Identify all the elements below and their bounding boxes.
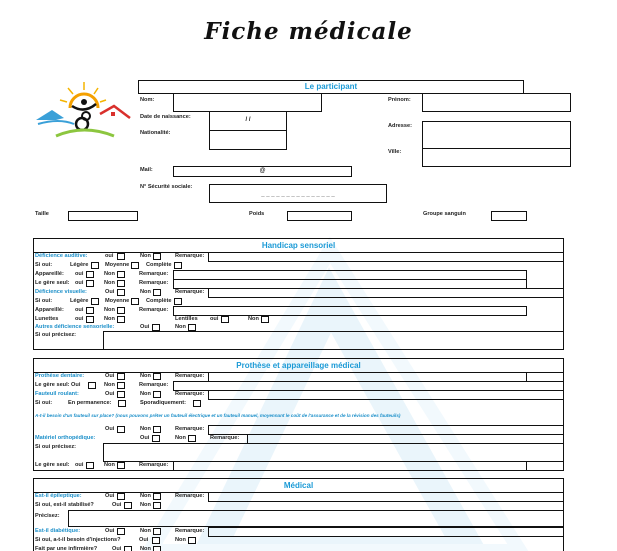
en-permanence-label: En permanence: (68, 400, 112, 406)
oui-label: Oui (112, 546, 122, 551)
appareille-label: Appareillé: (35, 307, 64, 313)
remarque-label: Remarque: (175, 373, 205, 379)
remarque-label: Remarque: (175, 289, 205, 295)
non-label: Non (248, 316, 259, 322)
sporadiquement-checkbox[interactable] (193, 400, 201, 407)
non-label: Non (140, 391, 151, 397)
non-checkbox[interactable] (153, 502, 161, 509)
oui-checkbox[interactable] (124, 502, 132, 509)
moyenne-checkbox[interactable] (131, 262, 139, 269)
oui-checkbox[interactable] (86, 307, 94, 314)
legere-checkbox[interactable] (91, 262, 99, 269)
sensoriel-header: Handicap sensoriel (261, 241, 336, 250)
remarque-label: Remarque: (139, 271, 169, 277)
lunettes-label: Lunettes (35, 316, 59, 322)
infirmiere-label: Fait par une infirmière? (35, 546, 98, 551)
taille-label: Taille (35, 211, 49, 217)
oui-label: oui (75, 271, 84, 277)
taille-field[interactable] (68, 211, 138, 221)
non-label: Non (175, 324, 186, 330)
non-checkbox[interactable] (188, 435, 196, 442)
oui-checkbox[interactable] (88, 382, 96, 389)
medical-header: Médical (283, 481, 314, 490)
non-checkbox[interactable] (153, 373, 161, 380)
complete-checkbox[interactable] (174, 298, 182, 305)
remarque-label: Remarque: (175, 426, 205, 432)
precisez-field[interactable] (68, 510, 564, 527)
oui-label: oui (210, 316, 219, 322)
oui-label: Oui (105, 426, 115, 432)
oui-label: Oui (105, 373, 115, 379)
non-label: Non (140, 493, 151, 499)
logo (34, 80, 134, 138)
non-checkbox[interactable] (188, 324, 196, 331)
sporadiquement-label: Sporadiquement: (140, 400, 186, 406)
precisez-label: Précisez: (35, 513, 60, 519)
oui-checkbox[interactable] (117, 253, 125, 260)
materiel-orthopedique-label: Matériel orthopédique: (35, 435, 96, 441)
remarque-label: Remarque: (175, 528, 205, 534)
remarque-label: Remarque: (139, 382, 169, 388)
nom-field[interactable] (173, 93, 322, 112)
oui-checkbox[interactable] (117, 289, 125, 296)
non-checkbox[interactable] (153, 426, 161, 433)
non-checkbox[interactable] (153, 546, 161, 551)
oui-checkbox[interactable] (117, 373, 125, 380)
oui-label: Oui (105, 493, 115, 499)
date-naissance-label: Date de naissance: (140, 114, 191, 120)
non-label: Non (104, 316, 115, 322)
mail-label: Mail: (140, 167, 153, 173)
prenom-label: Prénom: (388, 97, 411, 103)
fauteuil-question: A-t-il besoin d'un fauteuil sur place? (nous pouvons prêter un fauteuil électrique et un fauteuil manuel, moyennant le coût de l'assurance et de la révision des fauteuils) (35, 413, 401, 418)
remarque-label: Remarque: (175, 493, 205, 499)
remarque-label: Remarque: (175, 253, 205, 259)
complete-label: Complète (146, 262, 172, 268)
complete-checkbox[interactable] (174, 262, 182, 269)
non-label: Non (175, 537, 186, 543)
remarque-field[interactable] (208, 252, 564, 262)
oui-label: oui (75, 316, 84, 322)
remarque-field[interactable] (208, 390, 564, 400)
gere-seul-label: Le gère seul: (35, 280, 70, 286)
si-oui-label: Si oui: (35, 298, 53, 304)
oui-checkbox[interactable] (124, 546, 132, 551)
poids-label: Poids (249, 211, 265, 217)
remarque-field[interactable] (208, 288, 564, 298)
legere-label: Légère (70, 262, 89, 268)
legere-label: Légère (70, 298, 89, 304)
non-label: Non (104, 280, 115, 286)
precisez-field[interactable] (103, 331, 564, 350)
lentilles-oui-checkbox[interactable] (221, 316, 229, 323)
oui-checkbox[interactable] (86, 271, 94, 278)
oui-label: Oui (105, 289, 115, 295)
ville-field[interactable] (422, 148, 571, 167)
nationalite-field[interactable] (209, 130, 287, 150)
remarque-label: Remarque: (139, 462, 169, 468)
injections-label: Si oui, a-t-il besoin d'injections? (35, 537, 121, 543)
legere-checkbox[interactable] (91, 298, 99, 305)
non-checkbox[interactable] (117, 382, 125, 389)
oui-checkbox[interactable] (152, 537, 160, 544)
si-oui-label: Si oui: (35, 262, 53, 268)
gere-seul-label: Le gère seul: (35, 462, 70, 468)
oui-label: oui (105, 253, 114, 259)
remarque-field[interactable] (208, 527, 564, 537)
oui-label: oui (75, 462, 84, 468)
groupe-sanguin-label: Groupe sanguin (423, 211, 466, 217)
prothese-header: Prothèse et appareillage médical (236, 361, 361, 370)
oui-label: Oui (105, 528, 115, 534)
gere-seul-label: Le gère seul: Oui (35, 382, 81, 388)
stabilise-label: Si oui, est-il stabilisé? (35, 502, 94, 508)
prenom-field[interactable] (422, 93, 571, 112)
oui-checkbox[interactable] (117, 493, 125, 500)
non-label: Non (104, 382, 115, 388)
lunettes-oui-checkbox[interactable] (86, 316, 94, 323)
non-label: Non (104, 307, 115, 313)
non-label: Non (140, 253, 151, 259)
oui-checkbox[interactable] (152, 324, 160, 331)
prothese-dentaire-label: Prothèse dentaire: (35, 373, 85, 379)
remarque-label: Remarque: (139, 307, 169, 313)
non-checkbox[interactable] (153, 493, 161, 500)
non-checkbox[interactable] (153, 289, 161, 296)
complete-label: Complète (146, 298, 172, 304)
nationalite-label: Nationalité: (140, 130, 171, 136)
oui-label: Oui (112, 502, 122, 508)
adresse-field[interactable] (422, 121, 571, 149)
non-checkbox[interactable] (117, 307, 125, 314)
oui-label: Oui (140, 324, 150, 330)
poids-field[interactable] (287, 211, 352, 221)
non-label: Non (140, 289, 151, 295)
date-placeholder: / / (245, 117, 251, 123)
si-oui-label: Si oui: (35, 400, 53, 406)
non-label: Non (140, 546, 151, 551)
non-label: Non (140, 502, 151, 508)
secu-label: N° Sécurité sociale: (140, 184, 193, 190)
non-label: Non (140, 528, 151, 534)
autres-deficience-label: Autres déficience sensorielle: (35, 324, 115, 330)
epileptique-label: Est-il épileptique: (35, 493, 82, 499)
groupe-sanguin-field[interactable] (491, 211, 527, 221)
non-checkbox[interactable] (153, 528, 161, 535)
remarque-field[interactable] (173, 306, 527, 316)
remarque-field[interactable] (173, 461, 527, 471)
nom-label: Nom: (140, 97, 155, 103)
non-label: Non (104, 462, 115, 468)
lentilles-label: Lentilles (175, 316, 198, 322)
participant-header: Le participant (304, 82, 358, 91)
non-label: Non (104, 271, 115, 277)
oui-label: oui (75, 307, 84, 313)
moyenne-label: Moyenne (105, 262, 130, 268)
oui-checkbox[interactable] (117, 391, 125, 398)
secu-placeholder: _ _ _ _ _ _ _ _ _ _ _ _ _ _ _ (261, 192, 335, 198)
appareille-label: Appareillé: (35, 271, 64, 277)
remarque-label: Remarque: (175, 391, 205, 397)
oui-checkbox[interactable] (117, 426, 125, 433)
oui-label: oui (75, 280, 84, 286)
remarque-field[interactable] (208, 492, 564, 502)
precisez-field[interactable] (103, 443, 564, 462)
oui-label: Oui (140, 435, 150, 441)
si-oui-precisez-label: Si oui précisez: (35, 444, 77, 450)
oui-checkbox[interactable] (86, 280, 94, 287)
fauteuil-roulant-label: Fauteuil roulant: (35, 391, 79, 397)
oui-checkbox[interactable] (86, 462, 94, 469)
non-checkbox[interactable] (153, 391, 161, 398)
non-label: Non (140, 373, 151, 379)
si-oui-precisez-label: Si oui précisez: (35, 332, 77, 338)
non-checkbox[interactable] (188, 537, 196, 544)
adresse-label: Adresse: (388, 123, 412, 129)
deficience-auditive-label: Déficience auditive: (35, 253, 88, 259)
oui-checkbox[interactable] (117, 528, 125, 535)
page-title: Fiche médicale (204, 18, 413, 45)
en-permanence-checbox[interactable] (118, 400, 126, 407)
non-checkbox[interactable] (153, 253, 161, 260)
non-checkbox[interactable] (117, 280, 125, 287)
non-label: Non (140, 426, 151, 432)
moyenne-label: Moyenne (105, 298, 130, 304)
lentilles-non-checkbox[interactable] (261, 316, 269, 323)
oui-label: Oui (139, 537, 149, 543)
lunettes-non-checkbox[interactable] (117, 316, 125, 323)
moyenne-checkbox[interactable] (131, 298, 139, 305)
ville-label: Ville: (388, 149, 402, 155)
non-checkbox[interactable] (117, 271, 125, 278)
remarque-label: Remarque: (210, 435, 240, 441)
diabetique-label: Est-il diabétique: (35, 528, 81, 534)
non-checkbox[interactable] (117, 462, 125, 469)
deficience-visuelle-label: Déficience visuelle: (35, 289, 87, 295)
mail-at-sign: @ (259, 168, 266, 174)
oui-checkbox[interactable] (152, 435, 160, 442)
oui-label: Oui (105, 391, 115, 397)
non-label: Non (175, 435, 186, 441)
remarque-label: Remarque: (139, 280, 169, 286)
